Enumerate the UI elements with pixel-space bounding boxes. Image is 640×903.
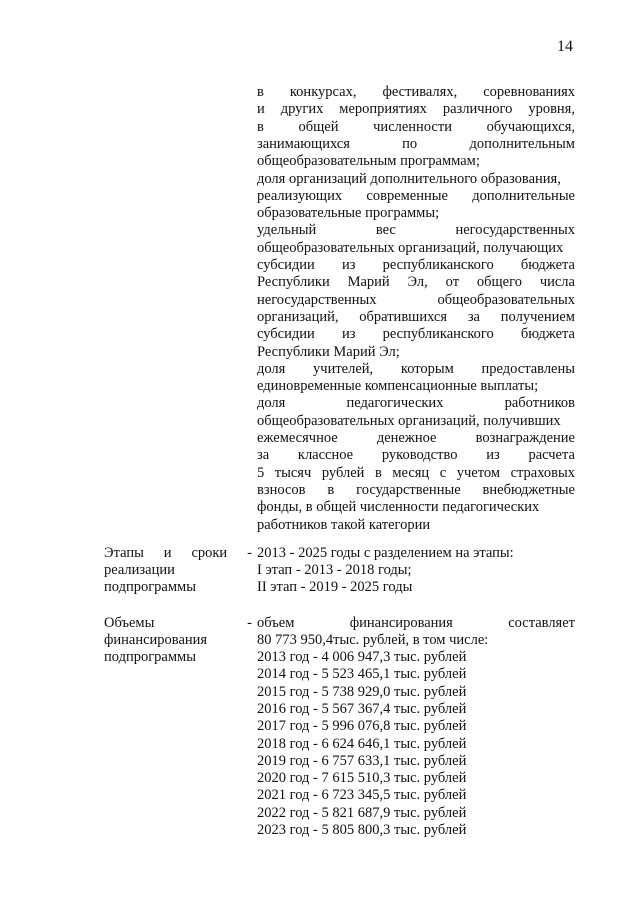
text-line: единовременные компенсационные выплаты; (257, 378, 539, 395)
text-line: организаций, обратившихся за получением (257, 308, 575, 325)
text-line: в общей численности обучающихся, (257, 118, 575, 135)
text-line: занимающихся по дополнительным (257, 135, 575, 152)
text-line: и других мероприятиях различного уровня, (257, 101, 575, 118)
funding-year-line: 2020 год - 7 615 510,3 тыс. рублей (257, 770, 467, 787)
stages-label-line-2: реализации (104, 562, 175, 578)
text-line: общеобразовательным программам; (257, 153, 480, 170)
funding-year-line: 2013 год - 4 006 947,3 тыс. рублей (257, 649, 467, 665)
text-line: доля учителей, которым предоставлены (257, 360, 575, 377)
funding-year-line: 2018 год - 6 624 646,1 тыс. рублей (257, 735, 467, 752)
stages-value-line: I этап - 2013 - 2018 годы; (257, 562, 412, 578)
stages-value-line: 2013 - 2025 годы с разделением на этапы: (257, 545, 514, 561)
text-line: в конкурсах, фестивалях, соревнованиях (257, 84, 575, 100)
funding-label-line-1: Объемы - (104, 615, 252, 631)
text-line: взносов в государственные внебюджетные (257, 481, 575, 498)
stages-label-line-3: подпрограммы (104, 579, 196, 595)
text-line: реализующих современные дополнительные (257, 187, 575, 204)
stages-label-line-1: Этапы и сроки - (104, 545, 252, 561)
text-line: Республики Марий Эл; (257, 343, 400, 360)
funding-year-line: 2022 год - 5 821 687,9 тыс. рублей (257, 804, 467, 821)
text-line: негосударственных общеобразовательных (257, 291, 575, 308)
text-line: ежемесячное денежное вознаграждение (257, 430, 575, 446)
text-line: работников такой категории (257, 516, 431, 533)
funding-label-line-3: подпрограммы (104, 649, 196, 665)
text-line: Республики Марий Эл, от общего числа (257, 274, 575, 291)
funding-year-line: 2015 год - 5 738 929,0 тыс. рублей (257, 683, 467, 700)
funding-year-line: 2014 год - 5 523 465,1 тыс. рублей (257, 666, 467, 683)
text-line: общеобразовательных организаций, получающих (257, 239, 564, 256)
text-line: удельный вес негосударственных (257, 222, 575, 239)
funding-year-line: 2019 год - 6 757 633,1 тыс. рублей (257, 752, 467, 769)
funding-label-line-2: финансирования (104, 632, 208, 648)
funding-value-line-2: 80 773 950,4тыс. рублей, в том числе: (257, 632, 489, 648)
page-number: 14 (557, 38, 573, 55)
funding-year-line: 2021 год - 6 723 345,5 тыс. рублей (257, 787, 467, 804)
text-line: доля педагогических работников (257, 395, 575, 412)
funding-year-line: 2017 год - 5 996 076,8 тыс. рублей (257, 718, 467, 735)
stages-value-line: II этап - 2019 - 2025 годы (257, 579, 413, 595)
text-line: фонды, в общей численности педагогических (257, 499, 540, 516)
funding-year-line: 2023 год - 5 805 800,3 тыс. рублей (257, 822, 467, 838)
funding-value-line-1: объем финансирования составляет (257, 615, 575, 631)
text-line: доля организаций дополнительного образования, (257, 170, 561, 187)
text-line: за классное руководство из расчета (257, 447, 575, 464)
text-line: общеобразовательных организаций, получивших (257, 412, 561, 429)
text-line: образовательные программы; (257, 205, 440, 222)
text-line: субсидии из республиканского бюджета (257, 326, 575, 343)
text-line: 5 тысяч рублей в месяц с учетом страховых (257, 464, 575, 481)
funding-year-line: 2016 год - 5 567 367,4 тыс. рублей (257, 700, 467, 717)
text-line: субсидии из республиканского бюджета (257, 257, 575, 273)
